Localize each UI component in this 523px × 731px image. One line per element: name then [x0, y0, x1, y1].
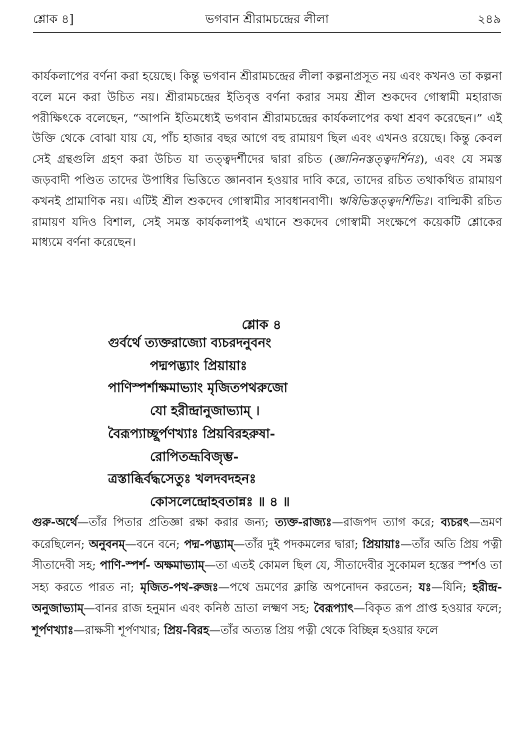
- synonym-term: অনুবনম্: [88, 536, 126, 551]
- synonym-meaning: পদকমলের দ্বারা;: [283, 536, 363, 551]
- synonym-meaning: —রাক্ষসী: [73, 622, 115, 637]
- verse-line: রোপিতভ্রূবিজৃম্ভ-: [150, 449, 239, 465]
- verse-reference: শ্লোক ৪]: [33, 12, 74, 26]
- synonym-term: পাণি-স্পর্শ-: [99, 558, 151, 573]
- synonym-term: যঃ: [418, 579, 432, 594]
- verse-line: পদ্মপদ্ভ্যাং প্রিয়ায়াঃ: [150, 358, 248, 374]
- verse-line: গুর্বর্থে ত্যক্তরাজ্যো ব্যচরদনুবনং: [108, 336, 272, 351]
- synonym-term: পদ্ম-পদ্ভ্যাম্: [184, 536, 234, 551]
- synonym-term: বৈরূপ্যাৎ: [313, 601, 354, 616]
- synonym-meaning: —ভ্রমণ করেছিলেন;: [32, 515, 502, 551]
- synonym-meaning: —তাঁর দুই: [233, 536, 280, 551]
- synonym-term: অক্ষমাভ্যাম্: [154, 558, 205, 573]
- synonym-meaning: —যিনি;: [431, 579, 473, 594]
- synonym-term: হরীন্দ্র-অনুজাভ্যাম্: [32, 579, 502, 616]
- verse-line: ত্রস্তাব্ধির্বদ্ধসেতুঃ খলদবদহনঃ: [108, 472, 257, 488]
- synonym-meaning: করে;: [411, 515, 441, 529]
- verse-line: পাণিস্পর্শাক্ষমাভ্যাং মৃজিতপথরুজো: [108, 381, 288, 397]
- verse-line: বৈরূপ্যাচ্ছূর্পণখ্যাঃ প্রিয়বিরহরুষা-: [108, 426, 276, 442]
- italic-sanskrit-term: ঋষিভিস্তত্ত্বদর্শিভিঃ: [337, 193, 429, 208]
- synonym-meaning: —বিকৃত রূপ প্রাপ্ত হওয়ার ফলে;: [353, 601, 502, 616]
- running-head: [33, 6, 501, 33]
- synonym-meaning: —রাজপদ ত্যাগ: [331, 515, 406, 529]
- synonym-meaning: লক্ষ্মণ সহ;: [262, 601, 314, 616]
- synonym-term: ত্যক্ত-রাজ্যঃ: [275, 515, 332, 529]
- synonym-meaning: তা সহ্য করতে পারত না;: [32, 558, 502, 594]
- synonym-meaning: —তা এতই কোমল ছিল যে, সীতাদেবীর সুকোমল হস্তের স্পর্শও: [204, 558, 487, 573]
- synonym-meaning: করতেন;: [374, 579, 419, 594]
- synonym-meaning: —তাঁর পিতার প্রতিজ্ঞা রক্ষা করার জন্য;: [77, 515, 276, 529]
- page-number: ২৪৯: [477, 12, 501, 26]
- synonym-term: মৃজিত-পথ-রুজঃ: [140, 579, 219, 594]
- synonym-term: গুরু-অর্থে: [32, 515, 78, 529]
- synonym-term: প্রিয়-বিরহ: [164, 622, 210, 637]
- synonym-meaning: —বনে বনে;: [125, 536, 185, 551]
- synonym-term: প্রিয়ায়াঃ: [362, 536, 401, 551]
- synonym-meaning: —পথে ভ্রমণের ক্লান্তি অপনোদন: [218, 579, 369, 594]
- purport-paragraph: কার্যকলাপের বর্ণনা করা হয়েছে। কিন্তু ভগবান শ্রীরামচন্দ্রের লীলা কল্পনাপ্রসূত নয় এবং কখনও তা কল্পনা বলে মনে করা উচিত নয়। শ্রীরামচন্দ্রের ইতিবৃত্ত বর্ণনা করার সময় শ্রীল শুকদেব গোস্বামী মহারাজ পরীক্ষিৎকে বলেছেন, “আপনি ইতিমধ্যেই ভগবান শ্রীরামচন্দ্রের কার্যকলাপের কথা শ্রবণ করেছেন।” এই উক্তি থেকে বোঝা যায় যে, পাঁচ হাজার বছর আগে বহু রামায়ণ ছিল এবং এখনও রয়েছে। কিন্তু কেবল সেই গ্রন্থগুলি গ্রহণ করা উচিত যা তত্ত্বদর্শীদের দ্বারা রচিত (জ্ঞানিনস্তত্ত্বদর্শিনঃ), এবং যে সমস্ত জড়বাদী পণ্ডিত তাদের উপাধির ভিত্তিতে জ্ঞানবান হওয়ার দাবি করে, তাদের রচিত তথাকথিত রামায়ণ কখনই প্রামাণিক নয়। এটিই শ্রীল শুকদেব গোস্বামীর সাবধানবাণী। ঋষিভিস্তত্ত্বদর্শিভিঃ। বাল্মিকী রচিত রামায়ণ যদিও বিশাল, সেই সমস্ত কার্যকলাপই এখানে শুকদেব গোস্বামী সংক্ষেপে কয়েকটি শ্লোকের মাধ্যমে বর্ণনা করেছেন।: [32, 69, 503, 250]
- synonym-term: ব্যচরৎ: [440, 515, 469, 529]
- synonym-term: শূর্পণখ্যাঃ: [32, 622, 74, 637]
- chapter-title: ভগবান শ্রীরামচন্দ্রের লীলা: [205, 12, 329, 26]
- synonym-meaning: —তাঁর অত্যন্ত প্রিয় পত্নী থেকে বিচ্ছিন্ন হওয়ার ফলে: [209, 622, 439, 637]
- sanskrit-verse: [0, 333, 523, 515]
- purport-text: [32, 66, 502, 253]
- verse-line: যো হরীন্দ্রানুজাভ্যাম্ ।: [150, 404, 260, 420]
- synonym-meaning: শূর্পণখার;: [118, 622, 165, 637]
- verse-line: কোসলেন্দ্রোহবতান্নঃ ॥ ৪ ॥: [150, 494, 290, 510]
- word-for-word-synonyms: [32, 512, 502, 642]
- italic-sanskrit-term: জ্ঞানিনস্তত্ত্বদর্শিনঃ: [333, 152, 420, 167]
- synonym-meaning: —তাঁর অতি প্রিয় পত্নী সীতাদেবী সহ;: [32, 536, 503, 573]
- verse-heading: শ্লোক ৪: [241, 318, 282, 333]
- synonym-meaning: —বানর রাজ হনুমান এবং কনিষ্ঠ ভ্রাতা: [83, 601, 258, 616]
